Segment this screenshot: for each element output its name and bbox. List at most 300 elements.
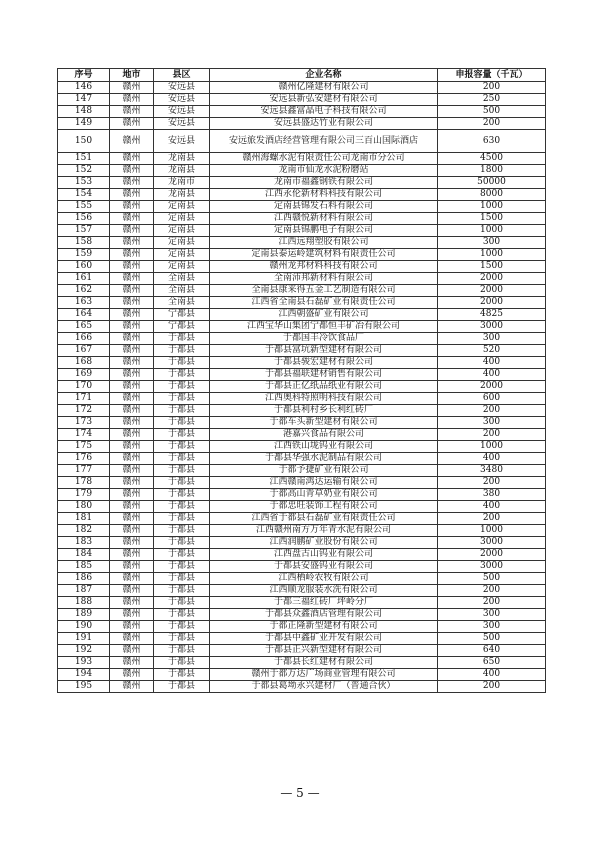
city-cell: 赣州 bbox=[110, 525, 154, 537]
serial-cell: 179 bbox=[58, 489, 110, 501]
company-cell: 江西远翔塑胶有限公司 bbox=[210, 237, 438, 249]
table-row bbox=[58, 501, 546, 513]
capacity-cell: 400 bbox=[438, 501, 546, 513]
serial-cell: 174 bbox=[58, 429, 110, 441]
county-cell: 于都县 bbox=[154, 369, 210, 381]
table-row bbox=[58, 273, 546, 285]
table-row bbox=[58, 477, 546, 489]
city-cell: 赣州 bbox=[110, 297, 154, 309]
capacity-cell: 2000 bbox=[438, 381, 546, 393]
city-cell: 赣州 bbox=[110, 153, 154, 165]
capacity-cell: 500 bbox=[438, 106, 546, 118]
serial-cell: 161 bbox=[58, 273, 110, 285]
company-cell: 于都忠旺装饰工程有限公司 bbox=[210, 501, 438, 513]
city-cell: 赣州 bbox=[110, 585, 154, 597]
county-cell: 安远县 bbox=[154, 130, 210, 153]
capacity-cell: 3000 bbox=[438, 537, 546, 549]
company-cell: 龙南市仙龙水泥粉磨站 bbox=[210, 165, 438, 177]
county-cell: 定南县 bbox=[154, 249, 210, 261]
county-cell: 于都县 bbox=[154, 669, 210, 681]
capacity-cell: 1000 bbox=[438, 201, 546, 213]
capacity-cell: 4825 bbox=[438, 309, 546, 321]
capacity-cell: 630 bbox=[438, 130, 546, 153]
county-cell: 于都县 bbox=[154, 357, 210, 369]
company-cell: 江西栖岭农牧有限公司 bbox=[210, 573, 438, 585]
company-cell: 安远县鑫富晶电子科技有限公司 bbox=[210, 106, 438, 118]
capacity-cell: 600 bbox=[438, 393, 546, 405]
company-cell: 江西省全南县石磊矿业有限责任公司 bbox=[210, 297, 438, 309]
table-row bbox=[58, 381, 546, 393]
city-cell: 赣州 bbox=[110, 669, 154, 681]
county-cell: 于都县 bbox=[154, 405, 210, 417]
company-cell: 赣州海螺水泥有限责任公司龙南市分公司 bbox=[210, 153, 438, 165]
serial-cell: 151 bbox=[58, 153, 110, 165]
company-cell: 全南沛邦新材料有限公司 bbox=[210, 273, 438, 285]
table-row bbox=[58, 645, 546, 657]
city-cell: 赣州 bbox=[110, 477, 154, 489]
county-cell: 于都县 bbox=[154, 477, 210, 489]
company-cell: 江西顺龙服装水洗有限公司 bbox=[210, 585, 438, 597]
capacity-cell: 300 bbox=[438, 417, 546, 429]
capacity-cell: 1800 bbox=[438, 165, 546, 177]
serial-cell: 152 bbox=[58, 165, 110, 177]
county-cell: 安远县 bbox=[154, 94, 210, 106]
capacity-cell: 200 bbox=[438, 597, 546, 609]
city-cell: 赣州 bbox=[110, 537, 154, 549]
serial-cell: 189 bbox=[58, 609, 110, 621]
serial-cell: 149 bbox=[58, 118, 110, 130]
county-cell: 全南县 bbox=[154, 285, 210, 297]
company-cell: 于都县富坑新型建材有限公司 bbox=[210, 345, 438, 357]
county-cell: 于都县 bbox=[154, 381, 210, 393]
county-cell: 宁都县 bbox=[154, 321, 210, 333]
table-row bbox=[58, 513, 546, 525]
capacity-cell: 300 bbox=[438, 621, 546, 633]
table-row bbox=[58, 106, 546, 118]
capacity-cell: 400 bbox=[438, 453, 546, 465]
company-cell: 江西宝华山集团宁都恒丰矿冶有限公司 bbox=[210, 321, 438, 333]
county-cell: 于都县 bbox=[154, 609, 210, 621]
serial-cell: 157 bbox=[58, 225, 110, 237]
table-row bbox=[58, 489, 546, 501]
city-cell: 赣州 bbox=[110, 465, 154, 477]
table-row bbox=[58, 441, 546, 453]
company-cell: 于都县福联建材销售有限公司 bbox=[210, 369, 438, 381]
city-cell: 赣州 bbox=[110, 106, 154, 118]
table-row bbox=[58, 681, 546, 693]
city-cell: 赣州 bbox=[110, 609, 154, 621]
city-cell: 赣州 bbox=[110, 333, 154, 345]
table-row bbox=[58, 585, 546, 597]
table-row bbox=[58, 561, 546, 573]
company-cell: 赣州于都万达广场商业管理有限公司 bbox=[210, 669, 438, 681]
table-row bbox=[58, 249, 546, 261]
capacity-cell: 650 bbox=[438, 657, 546, 669]
company-cell: 于都车头新型建材有限公司 bbox=[210, 417, 438, 429]
county-cell: 于都县 bbox=[154, 345, 210, 357]
table-row bbox=[58, 669, 546, 681]
company-cell: 于都县长红建材有限公司 bbox=[210, 657, 438, 669]
county-cell: 于都县 bbox=[154, 333, 210, 345]
serial-cell: 158 bbox=[58, 237, 110, 249]
company-cell: 于都县骏宏建材有限公司 bbox=[210, 357, 438, 369]
table-row bbox=[58, 237, 546, 249]
company-cell: 于都县安盛钨业有限公司 bbox=[210, 561, 438, 573]
company-cell: 赣州龙邦材料科技有限公司 bbox=[210, 261, 438, 273]
serial-cell: 154 bbox=[58, 189, 110, 201]
county-cell: 安远县 bbox=[154, 106, 210, 118]
header-city: 地市 bbox=[110, 69, 154, 82]
capacity-cell: 200 bbox=[438, 429, 546, 441]
city-cell: 赣州 bbox=[110, 453, 154, 465]
serial-cell: 190 bbox=[58, 621, 110, 633]
company-cell: 江西赣州南方万年青水泥有限公司 bbox=[210, 525, 438, 537]
serial-cell: 183 bbox=[58, 537, 110, 549]
capacity-cell: 200 bbox=[438, 513, 546, 525]
capacity-cell: 200 bbox=[438, 118, 546, 130]
city-cell: 赣州 bbox=[110, 633, 154, 645]
table-row bbox=[58, 405, 546, 417]
capacity-cell: 400 bbox=[438, 669, 546, 681]
county-cell: 于都县 bbox=[154, 621, 210, 633]
capacity-cell: 2000 bbox=[438, 273, 546, 285]
enterprise-table bbox=[57, 68, 546, 693]
table-row bbox=[58, 201, 546, 213]
serial-cell: 187 bbox=[58, 585, 110, 597]
county-cell: 龙南市 bbox=[154, 177, 210, 189]
table-row bbox=[58, 333, 546, 345]
company-cell: 安远旅发酒店经营管理有限公司三百山国际酒店 bbox=[210, 130, 438, 153]
city-cell: 赣州 bbox=[110, 657, 154, 669]
table-row bbox=[58, 549, 546, 561]
city-cell: 赣州 bbox=[110, 573, 154, 585]
city-cell: 赣州 bbox=[110, 189, 154, 201]
table-row bbox=[58, 297, 546, 309]
capacity-cell: 300 bbox=[438, 237, 546, 249]
city-cell: 赣州 bbox=[110, 177, 154, 189]
table-row bbox=[58, 357, 546, 369]
serial-cell: 188 bbox=[58, 597, 110, 609]
capacity-cell: 3000 bbox=[438, 561, 546, 573]
capacity-cell: 50000 bbox=[438, 177, 546, 189]
city-cell: 赣州 bbox=[110, 645, 154, 657]
company-cell: 于都高山青草奶业有限公司 bbox=[210, 489, 438, 501]
table-row bbox=[58, 213, 546, 225]
serial-cell: 178 bbox=[58, 477, 110, 489]
company-cell: 于都国丰冷饮食品厂 bbox=[210, 333, 438, 345]
serial-cell: 182 bbox=[58, 525, 110, 537]
serial-cell: 164 bbox=[58, 309, 110, 321]
county-cell: 龙南县 bbox=[154, 153, 210, 165]
capacity-cell: 1000 bbox=[438, 441, 546, 453]
county-cell: 于都县 bbox=[154, 645, 210, 657]
city-cell: 赣州 bbox=[110, 501, 154, 513]
table-row bbox=[58, 82, 546, 94]
serial-cell: 172 bbox=[58, 405, 110, 417]
table-row bbox=[58, 621, 546, 633]
city-cell: 赣州 bbox=[110, 549, 154, 561]
company-cell: 安远县新弘安建材有限公司 bbox=[210, 94, 438, 106]
company-cell: 定南县锦鹏电子有限公司 bbox=[210, 225, 438, 237]
table-row bbox=[58, 321, 546, 333]
company-cell: 龙南市福鑫钢铁有限公司 bbox=[210, 177, 438, 189]
capacity-cell: 200 bbox=[438, 477, 546, 489]
city-cell: 赣州 bbox=[110, 213, 154, 225]
table-row bbox=[58, 465, 546, 477]
county-cell: 定南县 bbox=[154, 201, 210, 213]
capacity-cell: 250 bbox=[438, 94, 546, 106]
capacity-cell: 300 bbox=[438, 609, 546, 621]
serial-cell: 181 bbox=[58, 513, 110, 525]
county-cell: 于都县 bbox=[154, 465, 210, 477]
table-row bbox=[58, 597, 546, 609]
serial-cell: 180 bbox=[58, 501, 110, 513]
table-row bbox=[58, 165, 546, 177]
county-cell: 于都县 bbox=[154, 393, 210, 405]
serial-cell: 146 bbox=[58, 82, 110, 94]
serial-cell: 156 bbox=[58, 213, 110, 225]
table-row bbox=[58, 189, 546, 201]
company-cell: 于都县中鑫矿业开发有限公司 bbox=[210, 633, 438, 645]
table-row bbox=[58, 94, 546, 106]
serial-cell: 191 bbox=[58, 633, 110, 645]
serial-cell: 166 bbox=[58, 333, 110, 345]
county-cell: 于都县 bbox=[154, 513, 210, 525]
county-cell: 于都县 bbox=[154, 501, 210, 513]
county-cell: 全南县 bbox=[154, 273, 210, 285]
city-cell: 赣州 bbox=[110, 237, 154, 249]
company-cell: 于都县正亿纸品纸业有限公司 bbox=[210, 381, 438, 393]
serial-cell: 169 bbox=[58, 369, 110, 381]
serial-cell: 162 bbox=[58, 285, 110, 297]
county-cell: 于都县 bbox=[154, 585, 210, 597]
city-cell: 赣州 bbox=[110, 489, 154, 501]
company-cell: 江西铁山垅钨业有限公司 bbox=[210, 441, 438, 453]
city-cell: 赣州 bbox=[110, 201, 154, 213]
serial-cell: 193 bbox=[58, 657, 110, 669]
capacity-cell: 2000 bbox=[438, 549, 546, 561]
company-cell: 于都县众鑫酒店管理有限公司 bbox=[210, 609, 438, 621]
county-cell: 宁都县 bbox=[154, 309, 210, 321]
capacity-cell: 3480 bbox=[438, 465, 546, 477]
serial-cell: 159 bbox=[58, 249, 110, 261]
company-cell: 江西奥科特照明科技有限公司 bbox=[210, 393, 438, 405]
capacity-cell: 380 bbox=[438, 489, 546, 501]
company-cell: 安远县盛达竹业有限公司 bbox=[210, 118, 438, 130]
table-row bbox=[58, 285, 546, 297]
serial-cell: 192 bbox=[58, 645, 110, 657]
capacity-cell: 500 bbox=[438, 573, 546, 585]
serial-cell: 175 bbox=[58, 441, 110, 453]
serial-cell: 167 bbox=[58, 345, 110, 357]
table-row bbox=[58, 130, 546, 153]
city-cell: 赣州 bbox=[110, 261, 154, 273]
capacity-cell: 1500 bbox=[438, 213, 546, 225]
county-cell: 于都县 bbox=[154, 489, 210, 501]
company-cell: 于都县正兴新型建材有限公司 bbox=[210, 645, 438, 657]
table-row bbox=[58, 393, 546, 405]
capacity-cell: 8000 bbox=[438, 189, 546, 201]
capacity-cell: 2000 bbox=[438, 297, 546, 309]
serial-cell: 150 bbox=[58, 130, 110, 153]
table-row bbox=[58, 261, 546, 273]
city-cell: 赣州 bbox=[110, 405, 154, 417]
serial-cell: 171 bbox=[58, 393, 110, 405]
serial-cell: 148 bbox=[58, 106, 110, 118]
serial-cell: 176 bbox=[58, 453, 110, 465]
capacity-cell: 200 bbox=[438, 82, 546, 94]
capacity-cell: 1500 bbox=[438, 261, 546, 273]
serial-cell: 173 bbox=[58, 417, 110, 429]
header-county: 县区 bbox=[154, 69, 210, 82]
county-cell: 定南县 bbox=[154, 213, 210, 225]
table-row bbox=[58, 657, 546, 669]
table-row bbox=[58, 609, 546, 621]
city-cell: 赣州 bbox=[110, 249, 154, 261]
capacity-cell: 200 bbox=[438, 585, 546, 597]
company-cell: 定南县锦发石料有限公司 bbox=[210, 201, 438, 213]
capacity-cell: 640 bbox=[438, 645, 546, 657]
city-cell: 赣州 bbox=[110, 321, 154, 333]
city-cell: 赣州 bbox=[110, 513, 154, 525]
county-cell: 于都县 bbox=[154, 597, 210, 609]
county-cell: 于都县 bbox=[154, 549, 210, 561]
county-cell: 于都县 bbox=[154, 681, 210, 693]
company-cell: 江西润鹏矿业股份有限公司 bbox=[210, 537, 438, 549]
table-row bbox=[58, 225, 546, 237]
table-row bbox=[58, 417, 546, 429]
table-row bbox=[58, 153, 546, 165]
city-cell: 赣州 bbox=[110, 357, 154, 369]
city-cell: 赣州 bbox=[110, 285, 154, 297]
county-cell: 于都县 bbox=[154, 573, 210, 585]
table-header-row bbox=[58, 69, 546, 82]
company-cell: 江西赣南鸿达运输有限公司 bbox=[210, 477, 438, 489]
county-cell: 于都县 bbox=[154, 441, 210, 453]
county-cell: 于都县 bbox=[154, 561, 210, 573]
city-cell: 赣州 bbox=[110, 94, 154, 106]
city-cell: 赣州 bbox=[110, 273, 154, 285]
county-cell: 安远县 bbox=[154, 82, 210, 94]
serial-cell: 184 bbox=[58, 549, 110, 561]
city-cell: 赣州 bbox=[110, 369, 154, 381]
table-row bbox=[58, 453, 546, 465]
county-cell: 于都县 bbox=[154, 633, 210, 645]
table-row bbox=[58, 309, 546, 321]
capacity-cell: 1000 bbox=[438, 249, 546, 261]
header-company: 企业名称 bbox=[210, 69, 438, 82]
company-cell: 于都县葛坳永兴建材厂（普通合伙） bbox=[210, 681, 438, 693]
capacity-cell: 200 bbox=[438, 405, 546, 417]
county-cell: 于都县 bbox=[154, 537, 210, 549]
city-cell: 赣州 bbox=[110, 561, 154, 573]
serial-cell: 177 bbox=[58, 465, 110, 477]
company-cell: 定南县泰运岭建筑材料有限责任公司 bbox=[210, 249, 438, 261]
county-cell: 龙南县 bbox=[154, 189, 210, 201]
city-cell: 赣州 bbox=[110, 393, 154, 405]
table-row bbox=[58, 537, 546, 549]
county-cell: 于都县 bbox=[154, 453, 210, 465]
city-cell: 赣州 bbox=[110, 309, 154, 321]
capacity-cell: 2000 bbox=[438, 285, 546, 297]
company-cell: 于都予捷矿业有限公司 bbox=[210, 465, 438, 477]
city-cell: 赣州 bbox=[110, 429, 154, 441]
serial-cell: 165 bbox=[58, 321, 110, 333]
serial-cell: 194 bbox=[58, 669, 110, 681]
table-row bbox=[58, 429, 546, 441]
serial-cell: 186 bbox=[58, 573, 110, 585]
capacity-cell: 1000 bbox=[438, 225, 546, 237]
county-cell: 全南县 bbox=[154, 297, 210, 309]
serial-cell: 185 bbox=[58, 561, 110, 573]
county-cell: 于都县 bbox=[154, 417, 210, 429]
company-cell: 江西赣悦新材料有限公司 bbox=[210, 213, 438, 225]
county-cell: 定南县 bbox=[154, 237, 210, 249]
table-row bbox=[58, 177, 546, 189]
company-cell: 江西省于都县石磊矿业有限责任公司 bbox=[210, 513, 438, 525]
city-cell: 赣州 bbox=[110, 82, 154, 94]
serial-cell: 170 bbox=[58, 381, 110, 393]
capacity-cell: 200 bbox=[438, 681, 546, 693]
county-cell: 定南县 bbox=[154, 261, 210, 273]
company-cell: 于都县华强水泥制品有限公司 bbox=[210, 453, 438, 465]
company-cell: 于都三福红砖厂坪岭分厂 bbox=[210, 597, 438, 609]
company-cell: 江西永伦新材料科技有限公司 bbox=[210, 189, 438, 201]
table-row bbox=[58, 633, 546, 645]
capacity-cell: 3000 bbox=[438, 321, 546, 333]
company-cell: 于都正隆新型建材有限公司 bbox=[210, 621, 438, 633]
serial-cell: 155 bbox=[58, 201, 110, 213]
company-cell: 江西朝盛矿业有限公司 bbox=[210, 309, 438, 321]
county-cell: 龙南县 bbox=[154, 165, 210, 177]
table-row bbox=[58, 525, 546, 537]
capacity-cell: 520 bbox=[438, 345, 546, 357]
city-cell: 赣州 bbox=[110, 381, 154, 393]
serial-cell: 153 bbox=[58, 177, 110, 189]
capacity-cell: 500 bbox=[438, 633, 546, 645]
serial-cell: 168 bbox=[58, 357, 110, 369]
city-cell: 赣州 bbox=[110, 597, 154, 609]
serial-cell: 160 bbox=[58, 261, 110, 273]
serial-cell: 163 bbox=[58, 297, 110, 309]
header-capacity: 申报容量（千瓦） bbox=[438, 69, 546, 82]
capacity-cell: 300 bbox=[438, 333, 546, 345]
city-cell: 赣州 bbox=[110, 225, 154, 237]
company-cell: 全南县康来得五金工艺制造有限公司 bbox=[210, 285, 438, 297]
capacity-cell: 4500 bbox=[438, 153, 546, 165]
county-cell: 于都县 bbox=[154, 525, 210, 537]
company-cell: 港嘉兴食品有限公司 bbox=[210, 429, 438, 441]
city-cell: 赣州 bbox=[110, 441, 154, 453]
table-row bbox=[58, 369, 546, 381]
city-cell: 赣州 bbox=[110, 345, 154, 357]
county-cell: 安远县 bbox=[154, 118, 210, 130]
capacity-cell: 400 bbox=[438, 357, 546, 369]
city-cell: 赣州 bbox=[110, 417, 154, 429]
table-row bbox=[58, 345, 546, 357]
city-cell: 赣州 bbox=[110, 681, 154, 693]
header-serial: 序号 bbox=[58, 69, 110, 82]
county-cell: 定南县 bbox=[154, 225, 210, 237]
company-cell: 赣州亿隆建材有限公司 bbox=[210, 82, 438, 94]
table-row bbox=[58, 118, 546, 130]
company-cell: 于都县利村乡长利红砖厂 bbox=[210, 405, 438, 417]
city-cell: 赣州 bbox=[110, 621, 154, 633]
table-row bbox=[58, 573, 546, 585]
serial-cell: 147 bbox=[58, 94, 110, 106]
page-number: — 5 — bbox=[280, 786, 320, 800]
city-cell: 赣州 bbox=[110, 118, 154, 130]
